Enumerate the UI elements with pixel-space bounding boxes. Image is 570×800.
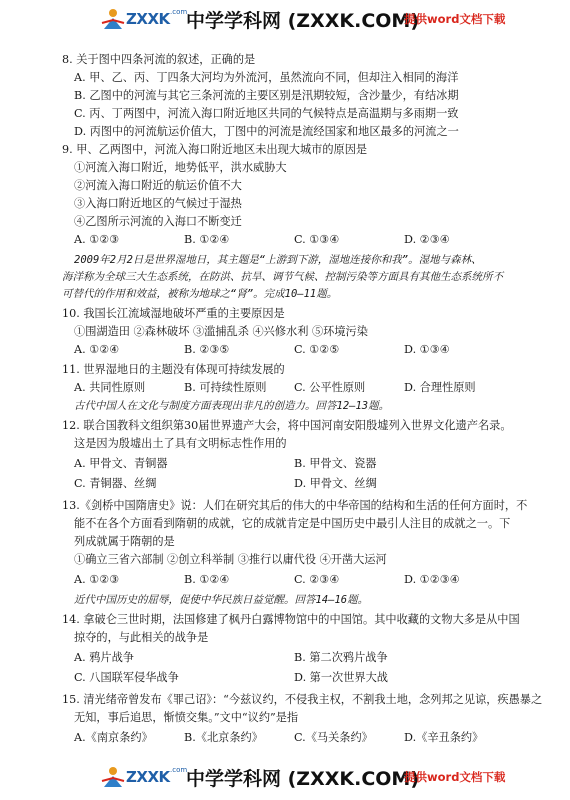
- q9-item-3: ③入海口附近地区的气候过于湿热: [74, 197, 242, 210]
- logo-suffix: .com: [170, 8, 188, 16]
- q12-option-a: A. 甲骨文、青铜器: [74, 457, 168, 470]
- q12-option-d: D. 甲骨文、丝绸: [294, 477, 377, 490]
- q11-option-a: A. 共同性原则: [74, 381, 146, 394]
- q9-item-1: ①河流入海口附近，地势低平，洪水威胁大: [74, 161, 287, 174]
- logo-text: ZXXK: [126, 768, 170, 786]
- logo-suffix: .com: [170, 766, 188, 774]
- download-link[interactable]: 提供word文档下载: [404, 12, 506, 26]
- download-link-footer[interactable]: 提供word文档下载: [404, 770, 506, 784]
- q8-option-a: A. 甲、乙、丙、丁四条大河均为外流河，虽然流向不同，但却注入相同的海洋: [74, 71, 459, 84]
- q12-option-b: B. 甲骨文、瓷器: [294, 457, 377, 470]
- q15-stem-1: 15. 清光绪帝曾发布《罪己诏》：“今兹议约，不侵我主权，不割我土地，念列邦之见谅，疾愚暴之: [62, 693, 543, 706]
- q13-option-b: B. ①②④: [184, 573, 230, 586]
- q15-option-c: C.《马关条约》: [294, 731, 373, 744]
- q13-option-a: A. ①②③: [74, 573, 120, 586]
- q12-option-c: C. 青铜器、丝绸: [74, 477, 157, 490]
- q9-option-d: D. ②③④: [404, 233, 450, 246]
- q12-stem-1: 12. 联合国教科文组织第30届世界遗产大会，将中国河南安阳殷墟列入世界文化遗产名录。: [62, 419, 512, 432]
- q13-option-d: D. ①②③④: [404, 573, 460, 586]
- zxxk-logo[interactable]: [100, 6, 192, 34]
- page-header: [0, 0, 570, 40]
- q9-item-2: ②河流入海口附近的航运价值不大: [74, 179, 242, 192]
- q10-option-c: C. ①②⑤: [294, 343, 340, 356]
- q8-stem: 8. 关于图中四条河流的叙述，正确的是: [62, 53, 256, 66]
- q15-option-a: A.《南京条约》: [74, 731, 153, 744]
- q14-option-c: C. 八国联军侵华战争: [74, 671, 179, 684]
- q10-option-b: B. ②③⑤: [184, 343, 230, 356]
- q9-option-b: B. ①②④: [184, 233, 230, 246]
- passage-wetland-3: 可替代的作用和效益，被称为地球之“肾”。完成10—11题。: [62, 288, 338, 300]
- passage-modern: 近代中国历史的屈辱，促使中华民族日益觉醒。回答14—16题。: [74, 594, 369, 606]
- q12-stem-2: 这是因为殷墟出土了具有文明标志性作用的: [74, 437, 287, 450]
- q9-option-c: C. ①③④: [294, 233, 340, 246]
- q13-option-c: C. ②③④: [294, 573, 340, 586]
- q10-items: ①围湖造田 ②森林破坏 ③滥捕乱杀 ④兴修水利 ⑤环境污染: [74, 325, 368, 338]
- logo-text: ZXXK: [126, 10, 170, 28]
- page-footer: [0, 758, 570, 798]
- q11-option-b: B. 可持续性原则: [184, 381, 267, 394]
- q13-items: ①确立三省六部制 ②创立科举制 ③推行以庸代役 ④开凿大运河: [74, 553, 387, 566]
- zxxk-logo-footer[interactable]: [100, 764, 192, 792]
- q14-option-b: B. 第二次鸦片战争: [294, 651, 388, 664]
- q9-option-a: A. ①②③: [74, 233, 120, 246]
- q9-item-4: ④乙图所示河流的入海口不断变迁: [74, 215, 242, 228]
- q10-stem: 10. 我国长江流域湿地破坏严重的主要原因是: [62, 307, 285, 320]
- q11-option-c: C. 公平性原则: [294, 381, 366, 394]
- logo-figure-icon: [100, 765, 126, 791]
- q13-stem-2: 能不在各个方面看到隋朝的成就，它的成就肯定是中国历史中最引人注目的成就之一。下: [74, 517, 511, 530]
- q14-stem-2: 掠夺的，与此相关的战争是: [74, 631, 209, 644]
- site-name: 中学学科网 (ZXXK.COM): [186, 10, 420, 32]
- q14-stem-1: 14. 拿破仑三世时期，法国修建了枫丹白露博物馆中的中国馆。其中收藏的文物大多是从中国: [62, 613, 520, 626]
- site-name-footer: 中学学科网 (ZXXK.COM): [186, 768, 420, 790]
- q13-stem-3: 列成就属于隋朝的是: [74, 535, 175, 548]
- q15-option-d: D.《辛丑条约》: [404, 731, 484, 744]
- q11-option-d: D. 合理性原则: [404, 381, 476, 394]
- q8-option-b: B. 乙图中的河流与其它三条河流的主要区别是汛期较短，含沙量少，有结冰期: [74, 89, 459, 102]
- passage-wetland-1: 2009年2月2日是世界湿地日，其主题是“上游到下游，湿地连接你和我”。湿地与森林、: [74, 254, 482, 266]
- q14-option-d: D. 第一次世界大战: [294, 671, 388, 684]
- q10-option-a: A. ①②④: [74, 343, 120, 356]
- q8-option-c: C. 丙、丁两图中，河流入海口附近地区共同的气候特点是高温期与多雨期一致: [74, 107, 459, 120]
- q15-stem-2: 无知，事后追思，惭愤交集。”文中“议约”是指: [74, 711, 299, 724]
- q13-stem-1: 13.《剑桥中国隋唐史》说：人们在研究其后的伟大的中华帝国的结构和生活的任何方面时，不: [62, 499, 528, 512]
- logo-figure-icon: [100, 7, 126, 33]
- q10-option-d: D. ①③④: [404, 343, 450, 356]
- q11-stem: 11. 世界湿地日的主题没有体现可持续发展的: [62, 363, 285, 376]
- q9-stem: 9. 甲、乙两图中，河流入海口附近地区未出现大城市的原因是: [62, 143, 368, 156]
- q8-option-d: D. 丙图中的河流航运价值大，丁图中的河流是流经国家和地区最多的河流之一: [74, 125, 459, 138]
- q15-option-b: B.《北京条约》: [184, 731, 263, 744]
- passage-wetland-2: 海洋称为全球三大生态系统，在防洪、抗旱、调节气候、控制污染等方面具有其他生态系统所不: [62, 271, 503, 283]
- passage-ancient: 古代中国人在文化与制度方面表现出非凡的创造力。回答12—13题。: [74, 400, 390, 412]
- q14-option-a: A. 鸦片战争: [74, 651, 134, 664]
